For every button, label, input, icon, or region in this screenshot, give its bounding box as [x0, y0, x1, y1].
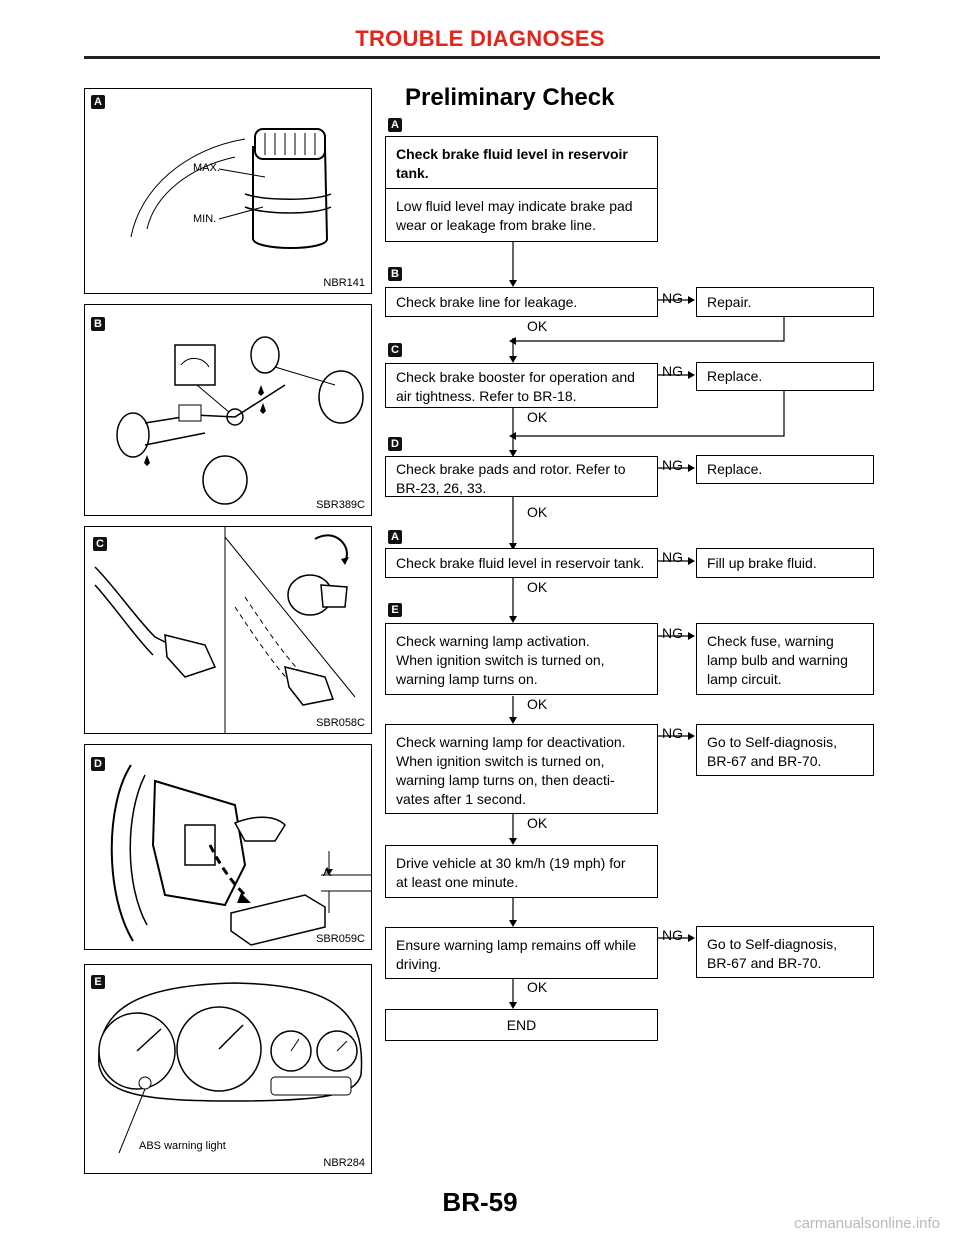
step9-ng-box: Go to Self-diagnosis, BR-67 and BR-70. [696, 926, 874, 978]
step1-title-box: Check brake fluid level in reservoir tank. [385, 136, 658, 189]
step7-ng-label: NG [662, 725, 683, 741]
figure-caption: NBR284 [323, 1157, 365, 1169]
step3-ng-box: Replace. [696, 362, 874, 391]
figure-caption: SBR059C [316, 933, 365, 945]
step7-box: Check warning lamp for deactivation. When ignition switch is turned on, warning lamp turns on, then deacti- vates after 1 second. [385, 724, 658, 814]
step-mark-a: A [388, 118, 402, 132]
callout-abs-warning-light: ABS warning light [139, 1140, 226, 1152]
step3-box: Check brake booster for operation and air tightness. Refer to BR-18. [385, 363, 658, 408]
step-mark-a-2: A [388, 530, 402, 544]
step6-ng-box: Check fuse, warning lamp bulb and warning lamp circuit. [696, 623, 874, 695]
figure-mark-a: A [91, 95, 105, 109]
step4-box: Check brake pads and rotor. Refer to BR-23, 26, 33. [385, 456, 658, 497]
step3-ok-label: OK [527, 409, 548, 425]
figure-caption: NBR141 [323, 277, 365, 289]
end-box: END [385, 1009, 658, 1041]
step9-ng-label: NG [662, 927, 683, 943]
step4-ng-label: NG [662, 457, 683, 473]
step5-ng-box: Fill up brake fluid. [696, 548, 874, 578]
section-title: Preliminary Check [405, 84, 615, 111]
step6-box: Check warning lamp activation. When ignition switch is turned on, warning lamp turns on. [385, 623, 658, 695]
step-mark-b: B [388, 267, 402, 281]
step6-ok-label: OK [527, 696, 548, 712]
step7-ok-label: OK [527, 815, 548, 831]
step1-note-box: Low fluid level may indicate brake pad wear or leakage from brake line. [385, 188, 658, 242]
step2-ng-box: Repair. [696, 287, 874, 317]
figure-caption: SBR389C [316, 499, 365, 511]
watermark: carmanualsonline.info [794, 1215, 940, 1232]
step3-ng-label: NG [662, 363, 683, 379]
step2-box: Check brake line for leakage. [385, 287, 658, 317]
callout-max: MAX. [193, 162, 220, 174]
step-mark-e: E [388, 603, 402, 617]
figure-mark-d: D [91, 757, 105, 771]
step2-ng-label: NG [662, 290, 683, 306]
page-header-title: TROUBLE DIAGNOSES [355, 26, 605, 51]
callout-a: A [323, 865, 332, 879]
step7-ng-box: Go to Self-diagnosis, BR-67 and BR-70. [696, 724, 874, 776]
step2-ok-label: OK [527, 318, 548, 334]
step6-ng-label: NG [662, 625, 683, 641]
figure-caption: SBR058C [316, 717, 365, 729]
step-mark-c: C [388, 343, 402, 357]
step8-box: Drive vehicle at 30 km/h (19 mph) for at least one minute. [385, 845, 658, 898]
step5-box: Check brake fluid level in reservoir tank. [385, 548, 658, 578]
step5-ok-label: OK [527, 579, 548, 595]
callout-min: MIN. [193, 213, 217, 225]
step5-ng-label: NG [662, 549, 683, 565]
figure-mark-c: C [93, 537, 107, 551]
step9-ok-label: OK [527, 979, 548, 995]
step9-box: Ensure warning lamp remains off while driving. [385, 927, 658, 979]
page-number: BR-59 [442, 1187, 518, 1217]
figure-mark-e: E [91, 975, 105, 989]
figure-mark-b: B [91, 317, 105, 331]
step4-ok-label: OK [527, 504, 548, 520]
step4-ng-box: Replace. [696, 455, 874, 484]
step-mark-d: D [388, 437, 402, 451]
